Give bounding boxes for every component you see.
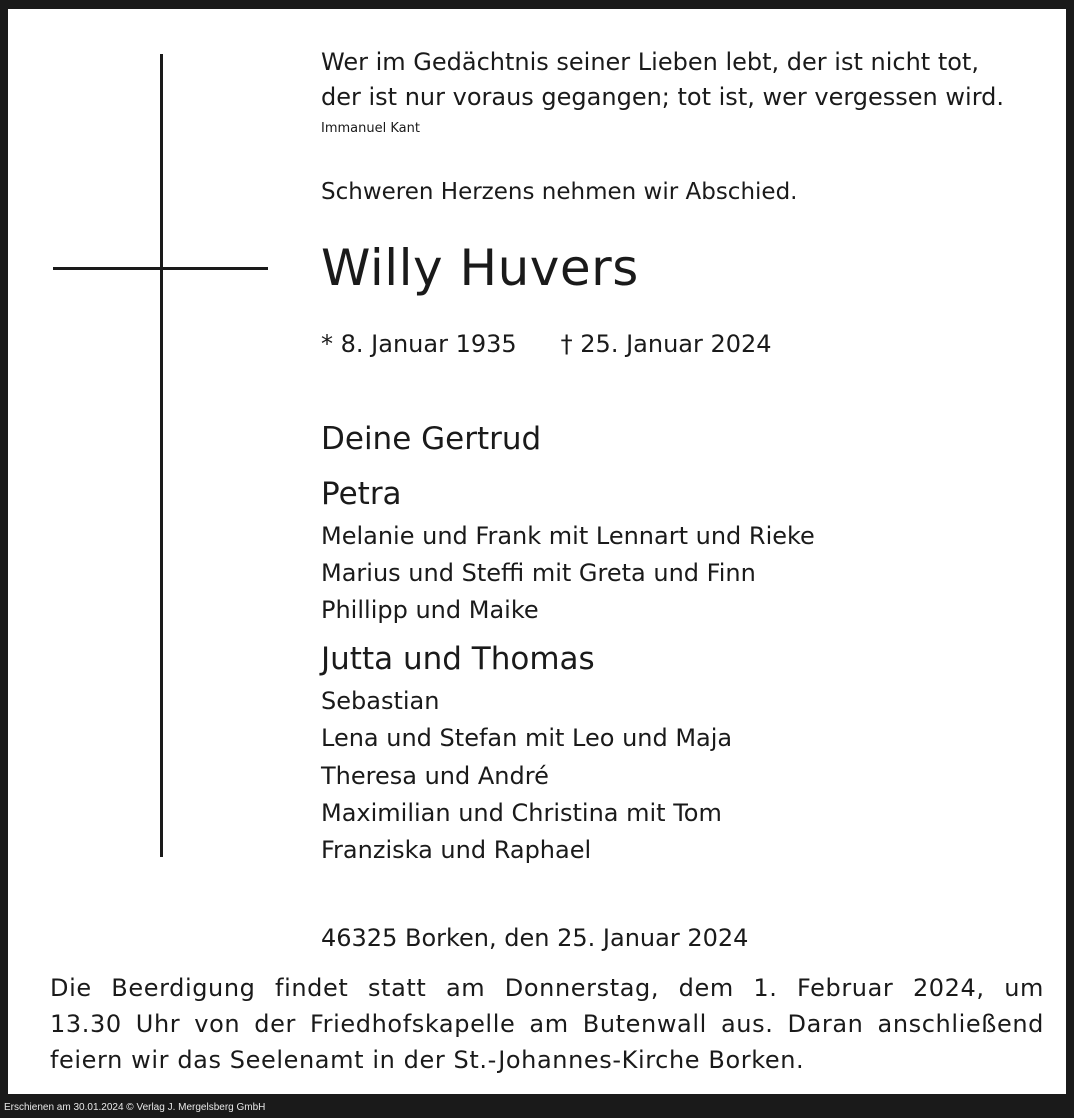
deceased-name: Willy Huvers <box>321 239 639 297</box>
mourner-group-1-head: Petra <box>321 476 402 512</box>
mourner-item: Maximilian und Christina mit Tom <box>321 799 722 827</box>
quote-line-1: Wer im Gedächtnis seiner Lieben lebt, der ist nicht tot, <box>321 48 979 76</box>
mourner-group-2-head: Jutta und Thomas <box>321 641 595 677</box>
birth-date: * 8. Januar 1935 <box>321 330 517 358</box>
quote <box>321 45 1004 115</box>
mourner-item: Theresa und André <box>321 762 549 790</box>
mourner-item: Sebastian <box>321 687 440 715</box>
place-and-date: 46325 Borken, den 25. Januar 2024 <box>321 924 749 952</box>
mourner-item: Lena und Stefan mit Leo und Maja <box>321 724 733 752</box>
obituary-card <box>8 9 1066 1094</box>
mourner-spouse: Deine Gertrud <box>321 421 542 457</box>
mourner-item: Franziska und Raphael <box>321 836 592 864</box>
mourner-item: Phillipp und Maike <box>321 596 539 624</box>
quote-line-2: der ist nur voraus gegangen; tot ist, wer vergessen wird. <box>321 83 1005 111</box>
publication-footer: Erschienen am 30.01.2024 © Verlag J. Mergelsberg GmbH <box>4 1102 266 1113</box>
quote-author: Immanuel Kant <box>321 121 420 136</box>
funeral-notice <box>50 970 1044 1078</box>
intro-text: Schweren Herzens nehmen wir Abschied. <box>321 179 798 205</box>
life-dates <box>321 330 772 358</box>
funeral-line-1: Die Beerdigung findet statt am Donnerstag, dem 1. Februar 2024, um <box>50 974 1044 1002</box>
mourner-item: Melanie und Frank mit Lennart und Rieke <box>321 522 815 550</box>
cross-vertical-bar <box>160 54 163 857</box>
funeral-line-3: feiern wir das Seelenamt in der St.-Johannes-Kirche Borken. <box>50 1046 805 1074</box>
death-date: † 25. Januar 2024 <box>560 330 772 358</box>
cross-horizontal-bar <box>53 267 268 270</box>
funeral-line-2: 13.30 Uhr von der Friedhofskapelle am Butenwall aus. Daran anschließend <box>50 1010 1044 1038</box>
mourner-item: Marius und Steffi mit Greta und Finn <box>321 559 756 587</box>
